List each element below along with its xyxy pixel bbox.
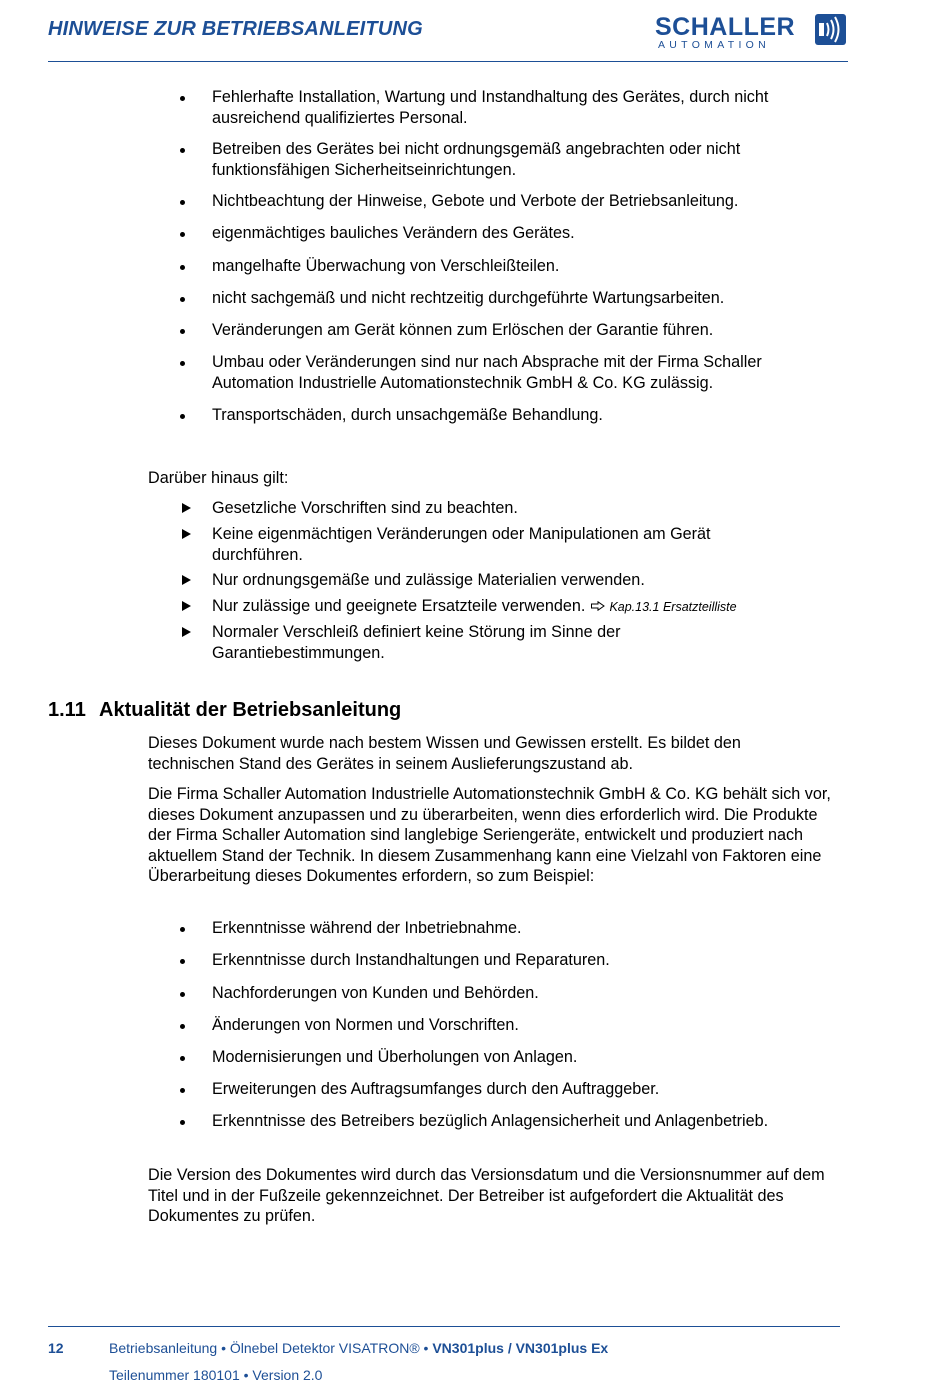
arrow-bullet-icon xyxy=(182,575,191,585)
rule-item: Keine eigenmächtigen Veränderungen oder Manipulationen am Gerät durchführen. xyxy=(212,525,711,564)
list-item: Änderungen von Normen und Vorschriften. xyxy=(212,1016,519,1034)
intro-text: Darüber hinaus gilt: xyxy=(148,469,289,487)
rule-item: Gesetzliche Vorschriften sind zu beachten. xyxy=(212,499,518,517)
list-item: nicht sachgemäß und nicht rechtzeitig durchgeführte Wartungsarbeiten. xyxy=(212,289,725,307)
logo-subtitle: AUTOMATION xyxy=(658,39,771,51)
arrow-bullet-icon xyxy=(182,503,191,513)
bullet-icon xyxy=(180,1120,188,1128)
arrow-bullet-icon xyxy=(182,627,191,637)
bullet-icon xyxy=(180,148,188,156)
rule-item: Normaler Verschleiß definiert keine Störung im Sinne der Garantiebestimmungen. xyxy=(212,623,621,662)
bullet-icon xyxy=(180,329,188,337)
list-item: Betreiben des Gerätes bei nicht ordnungsgemäß angebrachten oder nicht funktionsfähigen Sicherheitseinrichtungen. xyxy=(212,140,741,179)
bullet-icon xyxy=(180,200,188,208)
list-item: Modernisierungen und Überholungen von Anlagen. xyxy=(212,1048,578,1066)
bullet-icon xyxy=(180,414,188,422)
footer-divider xyxy=(48,1326,840,1327)
list-item: Transportschäden, durch unsachgemäße Behandlung. xyxy=(212,406,603,424)
bullet-icon xyxy=(180,297,188,305)
arrow-bullet-icon xyxy=(182,601,191,611)
footer-part-number: Teilenummer 180101 • Version 2.0 xyxy=(109,1367,323,1383)
bullet-icon xyxy=(180,1088,188,1096)
paragraph: Die Version des Dokumentes wird durch das Versionsdatum und die Versionsnummer auf dem Titel und in der Fußzeile gekennzeichnet. Der Betreiber ist aufgefordert die Aktualität des Dokumentes zu prüfen. xyxy=(148,1166,825,1225)
chapter-cross-reference[interactable]: Kap.13.1 Ersatzteilliste xyxy=(609,600,737,614)
list-item: Erweiterungen des Auftragsumfanges durch den Auftraggeber. xyxy=(212,1080,660,1098)
section-number: 1.11 xyxy=(48,699,86,721)
rule-item-text: Nur zulässige und geeignete Ersatzteile verwenden. xyxy=(212,597,586,615)
company-logo xyxy=(655,14,850,50)
footer-line-1 xyxy=(109,1340,608,1356)
list-item: Umbau oder Veränderungen sind nur nach Absprache mit der Firma Schaller Automation Industrielle Automationstechnik GmbH & Co. KG zulässig. xyxy=(212,353,762,392)
footer-doc-title: Betriebsanleitung • Ölnebel Detektor VISATRON® • xyxy=(109,1340,429,1356)
bullet-icon xyxy=(180,1056,188,1064)
list-item: Fehlerhafte Installation, Wartung und Instandhaltung des Gerätes, durch nicht ausreichend qualifiziertes Personal. xyxy=(212,88,769,127)
list-item: Erkenntnisse während der Inbetriebnahme. xyxy=(212,919,522,937)
bullet-icon xyxy=(180,96,188,104)
arrow-bullet-icon xyxy=(182,529,191,539)
paragraph: Dieses Dokument wurde nach bestem Wissen und Gewissen erstellt. Es bildet den technischen Stand des Gerätes in seinem Auslieferungszustand ab. xyxy=(148,734,741,773)
list-item: Nichtbeachtung der Hinweise, Gebote und Verbote der Betriebsanleitung. xyxy=(212,192,739,210)
page-header-title: HINWEISE ZUR BETRIEBSANLEITUNG xyxy=(48,18,423,40)
list-item: Erkenntnisse durch Instandhaltungen und Reparaturen. xyxy=(212,951,610,969)
bullet-icon xyxy=(180,361,188,369)
bullet-icon xyxy=(180,232,188,240)
rule-item: Nur ordnungsgemäße und zulässige Materialien verwenden. xyxy=(212,571,645,589)
section-heading: Aktualität der Betriebsanleitung xyxy=(99,699,402,721)
list-item: Veränderungen am Gerät können zum Erlöschen der Garantie führen. xyxy=(212,321,714,339)
logo-waves-icon xyxy=(815,14,846,45)
list-item: mangelhafte Überwachung von Verschleißteilen. xyxy=(212,257,560,275)
arrow-right-icon xyxy=(591,601,605,611)
bullet-icon xyxy=(180,992,188,1000)
header-divider xyxy=(48,61,848,62)
bullet-icon xyxy=(180,927,188,935)
footer-model: VN301plus / VN301plus Ex xyxy=(432,1340,609,1356)
bullet-icon xyxy=(180,959,188,967)
list-item: Erkenntnisse des Betreibers bezüglich Anlagensicherheit und Anlagenbetrieb. xyxy=(212,1112,769,1130)
list-item: Nachforderungen von Kunden und Behörden. xyxy=(212,984,539,1002)
bullet-icon xyxy=(180,265,188,273)
paragraph: Die Firma Schaller Automation Industrielle Automationstechnik GmbH & Co. KG behält sich vor, dieses Dokument anzupassen und zu überarbeiten, wenn dies erforderlich wird. Die Produkte der Firma Schaller Automation sind langlebige Seriengeräte, entwickelt und produziert nach aktuellem Stand der Technik. In diesem Zusammenhang kann eine Vielzahl von Faktoren eine Überarbeitung dieses Dokumentes erfordern, so zum Beispiel: xyxy=(148,785,831,885)
list-item: eigenmächtiges bauliches Verändern des Gerätes. xyxy=(212,224,575,242)
logo-name: SCHALLER xyxy=(655,13,796,41)
bullet-icon xyxy=(180,1024,188,1032)
page-number: 12 xyxy=(48,1340,64,1356)
rule-item-with-xref xyxy=(212,596,852,618)
